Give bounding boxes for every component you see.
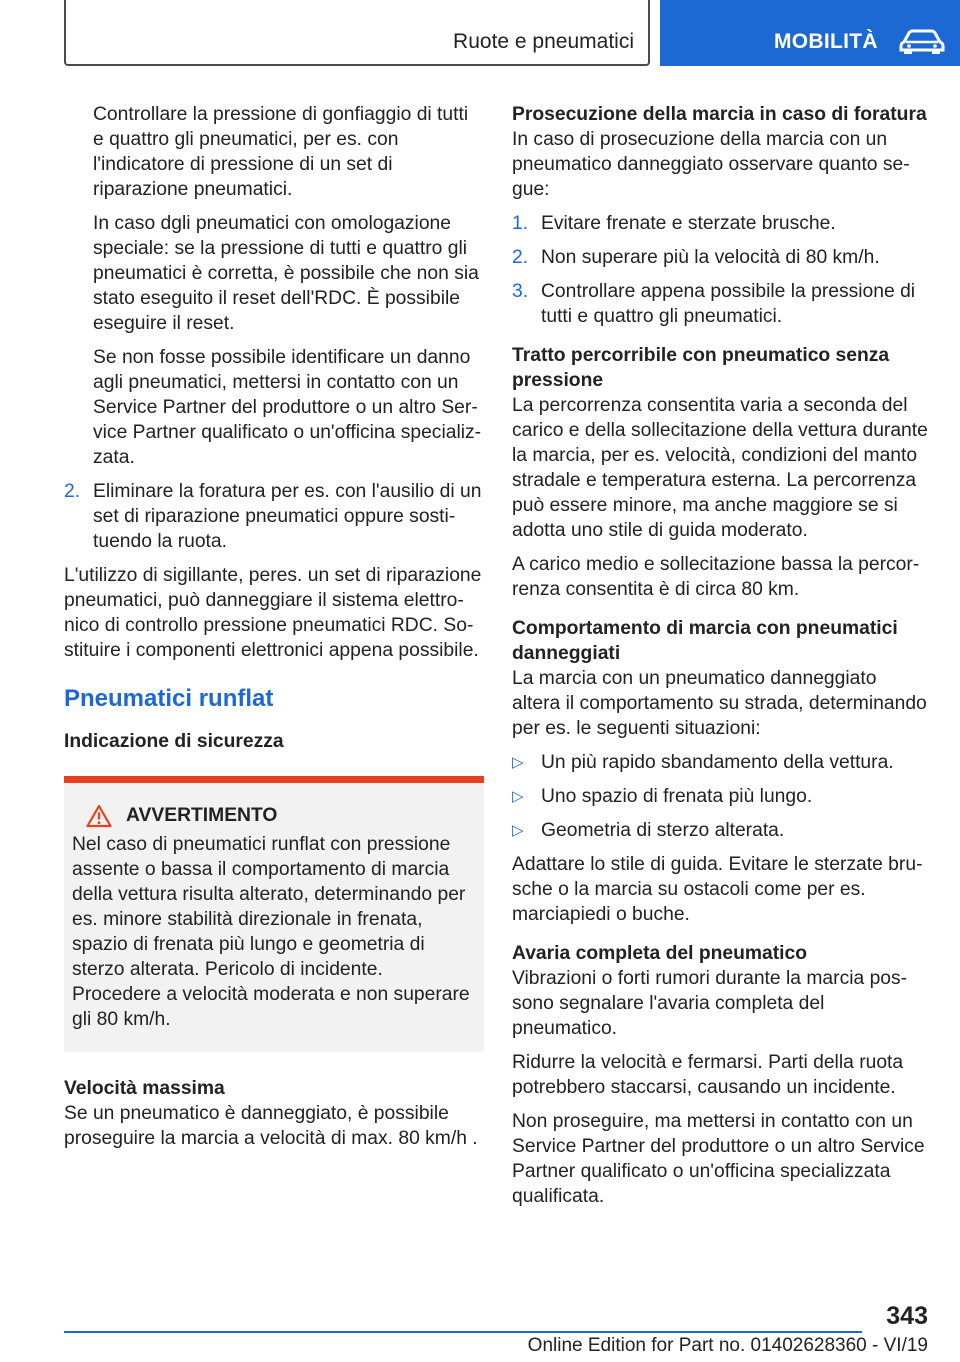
footer-edition: Online Edition for Part no. 01402628360 - VI/19	[527, 1335, 928, 1356]
failure-paragraph: Ridurre la velocità e fermarsi. Parti della ruota potrebbero staccarsi, causando un incidente.	[512, 1052, 904, 1098]
runflat-heading: Pneumatici runflat	[64, 685, 274, 712]
car-icon	[898, 28, 946, 54]
step-number: 2.	[512, 247, 529, 268]
failure-paragraph: Vibrazioni o forti rumori durante la marcia possono segnalare l'avaria completa del pneumatico.	[512, 968, 908, 1039]
warning-box	[64, 776, 484, 1052]
header-section-title: Ruote e pneumatici	[453, 30, 634, 53]
step-text: Evitare frenate e sterzate brusche.	[541, 213, 836, 234]
paragraph: Controllare la pressione di gonfiaggio di tutti e quattro gli pneumatici, per es. con l'indicatore di pressione di un set di riparazione pneumatici.	[93, 104, 469, 200]
list-item	[512, 750, 928, 775]
failure-heading: Avaria completa del pneumatico	[512, 943, 808, 964]
step-number: 1.	[512, 213, 529, 234]
continue-intro: In caso di prosecuzione della marcia con un pneumatico danneggiato osservare quanto segue:	[512, 129, 910, 200]
list-item	[512, 211, 928, 236]
left-column	[64, 102, 482, 1160]
header-chapter-title: MOBILITÀ	[774, 30, 878, 53]
step-number: 2.	[64, 481, 81, 502]
step-2	[64, 479, 482, 554]
list-item	[512, 818, 928, 843]
page-number: 343	[886, 1302, 928, 1330]
warning-triangle-icon	[86, 804, 112, 828]
step-text: Eliminare la foratura per es. con l'ausilio di un set di riparazione pneumatici oppure sostituendo la ruota.	[93, 481, 482, 552]
paragraph: In caso dgli pneumatici con omologazione speciale: se la pressione di tutti e quattro gli pneumatici è corretta, è possibile che non sia stato eseguito il reset dell'RDC. È possibile eseguire il reset.	[93, 213, 479, 334]
max-speed-heading: Velocità massima	[64, 1078, 225, 1099]
list-item	[512, 784, 928, 809]
bullet-arrow-icon: ▷	[512, 754, 524, 771]
header-section-tab	[64, 0, 650, 66]
safety-heading: Indicazione di sicurezza	[64, 731, 284, 752]
warning-title-row	[72, 803, 476, 828]
bullet-arrow-icon: ▷	[512, 822, 524, 839]
warning-title: AVVERTIMENTO	[126, 805, 278, 826]
list-item	[512, 279, 928, 329]
behaviour-heading: Comportamento di marcia con pneumatici danneggiati	[512, 618, 898, 664]
paragraph: Se non fosse possibile identificare un danno agli pneumatici, mettersi in contatto con un Service Partner del produttore o un altro Service Partner qualificato o un'officina specializzata.	[93, 347, 482, 468]
header-chapter-tab	[660, 0, 960, 66]
step-text: Non superare più la velocità di 80 km/h.	[541, 247, 880, 268]
behaviour-outro: Adattare lo stile di guida. Evitare le sterzate brusche o la marcia su ostacoli come per es. marciapiedi o buche.	[512, 854, 923, 925]
sealant-note: L'utilizzo di sigillante, peres. un set di riparazione pneumatici, può danneggiare il sistema elettronico di controllo pressione pneumatici RDC. Sostituire i componenti elettronici appena possibile.	[64, 565, 482, 661]
range-heading: Tratto percorribile con pneumatico senza pressione	[512, 345, 890, 391]
continue-heading: Prosecuzione della marcia in caso di foratura	[512, 104, 927, 125]
bullet-text: Uno spazio di frenata più lungo.	[541, 786, 813, 807]
max-speed-text: Se un pneumatico è danneggiato, è possibile proseguire la marcia a velocità di max. 80 km/h .	[64, 1103, 478, 1149]
bullet-text: Un più rapido sbandamento della vettura.	[541, 752, 894, 773]
footer-divider	[64, 1331, 862, 1333]
right-column	[512, 102, 928, 1218]
step1-continuation	[93, 102, 482, 470]
bullet-arrow-icon: ▷	[512, 788, 524, 805]
range-paragraph: A carico medio e sollecitazione bassa la percorrenza consentita è di circa 80 km.	[512, 554, 920, 600]
step-text: Controllare appena possibile la pressione di tutti e quattro gli pneumatici.	[541, 281, 916, 327]
step-number: 3.	[512, 281, 529, 302]
behaviour-intro: La marcia con un pneumatico danneggiato altera il comportamento su strada, determinando per es. le seguenti situazioni:	[512, 668, 927, 739]
failure-paragraph: Non proseguire, ma mettersi in contatto con un Service Partner del produttore o un altro Service Partner qualificato o un'officina specializzata qualificata.	[512, 1111, 925, 1207]
warning-text: Nel caso di pneumatici runflat con pressione assente o bassa il comportamento di marcia della vettura risulta alterato, determinando per es. minore stabilità direzionale in frenata, spazio di frenata più lungo e geometria di sterzo alterata. Pericolo di incidente. Procedere a velocità moderata e non superare gli 80 km/h.	[72, 834, 470, 1030]
list-item	[512, 245, 928, 270]
range-paragraph: La percorrenza consentita varia a seconda del carico e della sollecitazione della vettura durante la marcia, per es. velocità, condizioni del manto stradale e temperatura esterna. La percorrenza può essere minore, ma anche maggiore se si adotta uno stile di guida moderato.	[512, 395, 928, 541]
bullet-text: Geometria di sterzo alterata.	[541, 820, 785, 841]
